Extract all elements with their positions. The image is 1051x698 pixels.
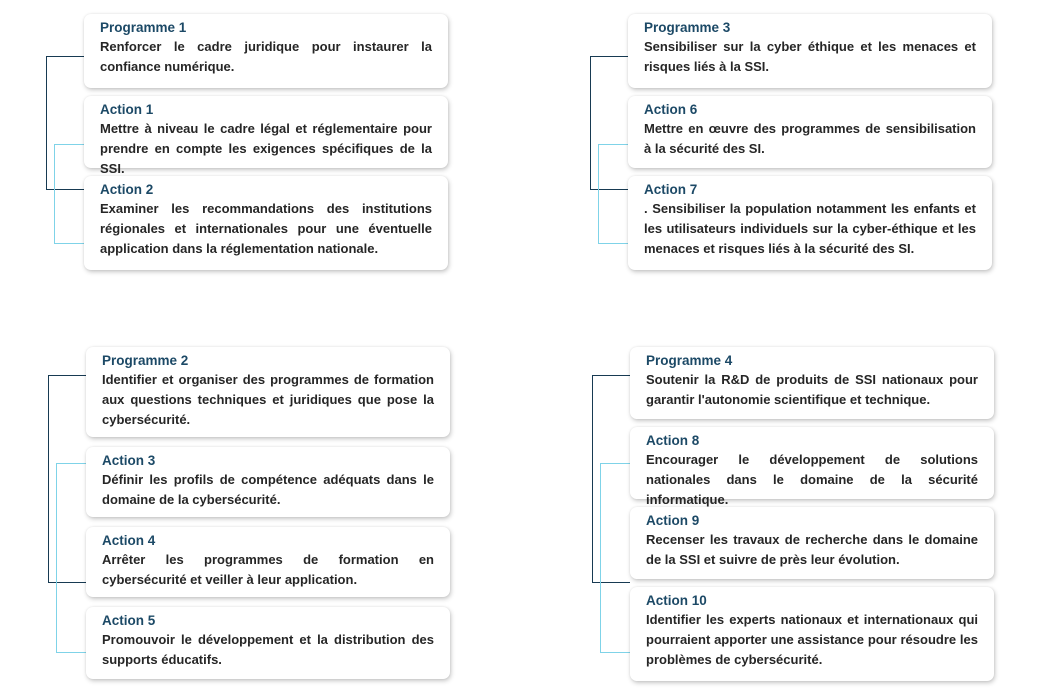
action-8-title: Action 8: [646, 433, 700, 448]
programme-2-card: [86, 347, 450, 437]
programme-4-actions-connector: [600, 463, 630, 653]
action-6-text: Mettre en œuvre des programmes de sensibilisation à la sécurité des SI.: [644, 121, 976, 156]
action-4-card: [86, 527, 450, 597]
action-2-text: Examiner les recommandations des institutions régionales et internationales pour une éventuelle application dans la réglementation nationale.: [100, 201, 432, 256]
programme-4-group: [592, 347, 1002, 683]
action-4-title: Action 4: [102, 533, 156, 548]
action-7-text: . Sensibiliser la population notamment les enfants et les utilisateurs individuels sur la cyber-éthique et les menaces et risques liés à la sécurité des SI.: [644, 201, 976, 256]
action-10-card: [630, 587, 994, 681]
programme-3-title: Programme 3: [644, 20, 731, 35]
programme-2-text: Identifier et organiser des programmes de formation aux questions techniques et juridiques que pose la cybersécurité.: [102, 372, 434, 427]
programme-1-title: Programme 1: [100, 20, 187, 35]
action-8-text: Encourager le développement de solutions nationales dans le domaine de la sécurité informatique.: [646, 452, 978, 507]
action-2-title: Action 2: [100, 182, 154, 197]
programme-4-text: Soutenir la R&D de produits de SSI nationaux pour garantir l'autonomie scientifique et technique.: [646, 372, 978, 407]
action-6-title: Action 6: [644, 102, 698, 117]
programme-1-card: [84, 14, 448, 88]
action-1-title: Action 1: [100, 102, 154, 117]
action-2-card: [84, 176, 448, 270]
programme-4-title: Programme 4: [646, 353, 733, 368]
action-5-card: [86, 607, 450, 679]
action-10-title: Action 10: [646, 593, 707, 608]
programme-3-text: Sensibiliser sur la cyber éthique et les menaces et risques liés à la SSI.: [644, 39, 976, 74]
action-3-text: Définir les profils de compétence adéquats dans le domaine de la cybersécurité.: [102, 472, 434, 507]
action-9-title: Action 9: [646, 513, 700, 528]
action-10-text: Identifier les experts nationaux et internationaux qui pourraient apporter une assistance pour résoudre les problèmes de cybersécurité.: [646, 612, 978, 667]
action-7-card: [628, 176, 992, 270]
action-6-card: [628, 96, 992, 168]
action-4-text: Arrêter les programmes de formation en cybersécurité et veiller à leur application.: [102, 552, 434, 587]
action-1-text: Mettre à niveau le cadre légal et réglementaire pour prendre en compte les exigences spécifiques de la SSI.: [100, 121, 432, 176]
action-5-text: Promouvoir le développement et la distribution des supports éducatifs.: [102, 632, 434, 667]
programme-1-actions-connector: [54, 144, 84, 244]
programme-2-group: [48, 347, 458, 683]
action-9-card: [630, 507, 994, 579]
programme-3-group: [590, 14, 1000, 270]
action-8-card: [630, 427, 994, 507]
action-3-card: [86, 447, 450, 517]
programme-1-group: [46, 14, 456, 270]
programme-4-card: [630, 347, 994, 419]
action-7-title: Action 7: [644, 182, 698, 197]
action-3-title: Action 3: [102, 453, 156, 468]
action-5-title: Action 5: [102, 613, 156, 628]
programme-3-actions-connector: [598, 144, 628, 244]
action-9-text: Recenser les travaux de recherche dans le domaine de la SSI et suivre de près leur évolution.: [646, 532, 978, 567]
programme-2-actions-connector: [56, 463, 86, 653]
action-1-card: [84, 96, 448, 176]
programme-3-card: [628, 14, 992, 88]
programme-1-text: Renforcer le cadre juridique pour instaurer la confiance numérique.: [100, 39, 432, 74]
programme-2-title: Programme 2: [102, 353, 189, 368]
